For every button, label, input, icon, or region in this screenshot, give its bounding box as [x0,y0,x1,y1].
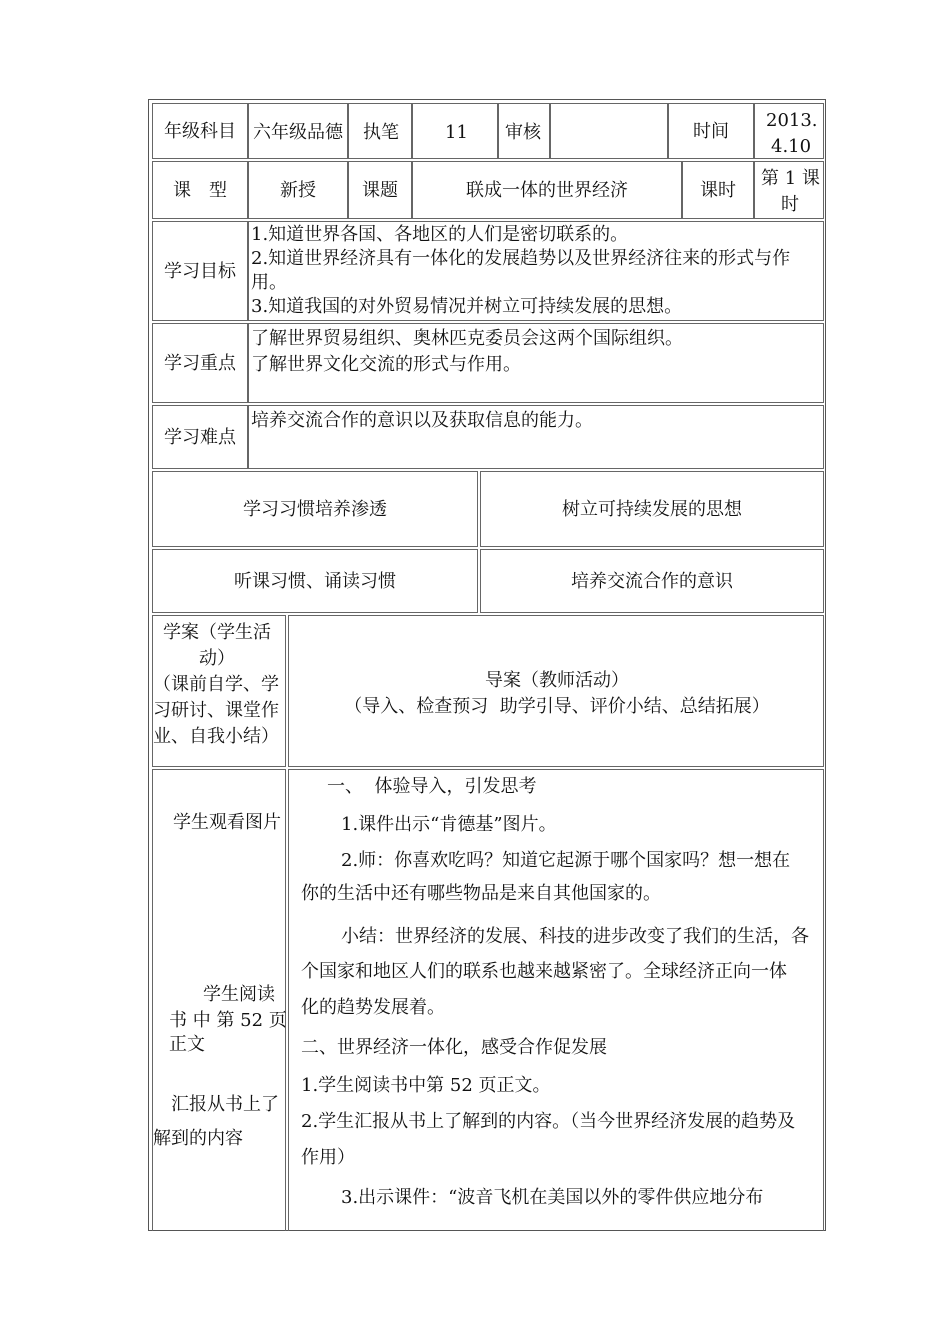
period-label: 课时 [700,179,736,201]
habits-r2c2-cell [480,549,824,613]
objectives-label-cell [152,221,248,321]
teacher-plan-header-cell [288,615,824,767]
teacher-line-3: 2.师：你喜欢吃吗？知道它起源于哪个国家吗？想一想在 [341,850,791,871]
difficulty-1: 培养交流合作的意识以及获取信息的能力。 [251,410,593,431]
topic-value: 联成一体的世界经济 [466,179,628,201]
period-value-line1: 第 1 课 [761,168,820,189]
student-activity-2-line2: 书 中 第 52 页 [169,1010,287,1031]
objective-3: 3.知道我国的对外贸易情况并树立可持续发展的思想。 [251,296,683,317]
habits-r2c2: 培养交流合作的意识 [571,570,733,592]
objective-2: 2.知道世界经济具有一体化的发展趋势以及世界经济往来的形式与作 [251,248,791,269]
lesson-type-value-cell [248,161,348,219]
review-label: 审核 [505,122,541,143]
teacher-activities-cell [288,769,824,1231]
topic-label-cell [348,161,412,219]
teacher-line-12: 3.出示课件：“波音飞机在美国以外的零件供应地分布 [341,1187,764,1208]
writer-value: 11 [445,122,468,143]
difficulties-label: 学习难点 [164,426,236,448]
topic-value-cell [412,161,682,219]
habits-r1c1-cell [152,471,478,547]
student-activities-cell [152,769,286,1231]
writer-value-cell [412,103,498,159]
teacher-line-7: 化的趋势发展着。 [301,997,445,1018]
review-label-cell [498,103,550,159]
teacher-line-1: 一、 体验导入，引发思考 [327,776,537,797]
student-header-line4: 习研讨、课堂作 [153,700,279,721]
grade-subject-value: 六年级品德 [253,122,343,143]
grade-subject-label-cell [152,103,248,159]
lesson-type-value: 新授 [280,179,316,201]
teacher-line-4: 你的生活中还有哪些物品是来自其他国家的。 [301,883,661,904]
writer-label: 执笔 [363,122,399,143]
difficulties-content-cell [248,405,824,469]
student-activity-3-line1: 汇报从书上了 [171,1094,279,1115]
time-value-year: 2013. [766,110,818,131]
objective-2-cont: 用。 [251,272,287,293]
period-label-cell [682,161,754,219]
teacher-line-9: 1.学生阅读书中第 52 页正文。 [301,1075,551,1096]
objectives-label: 学习目标 [164,260,236,282]
habits-r1c2: 树立可持续发展的思想 [562,498,742,520]
student-activity-3-line2: 解到的内容 [153,1128,243,1149]
review-value-cell [550,103,668,159]
student-activity-2-line3: 正文 [169,1034,205,1055]
period-value-cell [754,161,824,219]
teacher-line-5: 小结：世界经济的发展、科技的进步改变了我们的生活，各 [341,926,809,947]
teacher-line-10: 2.学生汇报从书上了解到的内容。（当今世界经济发展的趋势及 [301,1111,796,1132]
habits-r2c1-cell [152,549,478,613]
student-header-line2: 动） [199,648,235,669]
student-activity-2-line1: 学生阅读 [203,984,275,1005]
time-label-cell [668,103,754,159]
student-header-line5: 业、自我小结） [153,726,279,747]
teacher-line-2: 1.课件出示“肯德基”图片。 [341,814,557,835]
habits-r2c1: 听课习惯、诵读习惯 [234,570,396,592]
teacher-line-6: 个国家和地区人们的联系也越来越紧密了。全球经济正向一体 [301,961,787,982]
objectives-content-cell [248,221,824,321]
grade-subject-value-cell [248,103,348,159]
student-header-line3: （课前自学、学 [153,674,279,695]
key-points-label-cell [152,323,248,403]
teacher-line-11: 作用） [301,1147,355,1168]
key-point-1: 了解世界贸易组织、奥林匹克委员会这两个国际组织。 [251,328,683,349]
student-plan-header-cell [152,615,286,767]
topic-label: 课题 [362,179,398,201]
student-activity-1: 学生观看图片 [173,812,281,833]
key-points-content-cell [248,323,824,403]
teacher-header-line2: （导入、检查预习 助学引导、评价小结、总结拓展） [344,696,770,717]
time-value-date: 4.10 [771,136,812,157]
time-value-cell [754,103,824,159]
objective-1: 1.知道世界各国、各地区的人们是密切联系的。 [251,224,629,245]
student-header-line1: 学案（学生活 [163,622,271,643]
writer-label-cell [348,103,412,159]
teacher-line-8: 二、世界经济一体化，感受合作促发展 [301,1037,607,1058]
time-label: 时间 [693,120,729,142]
difficulties-label-cell [152,405,248,469]
teacher-header-line1: 导案（教师活动） [485,670,629,691]
grade-subject-label: 年级科目 [164,120,236,142]
period-value-line2: 时 [781,194,799,215]
habits-r1c2-cell [480,471,824,547]
lesson-type-label: 课 型 [173,179,227,201]
lesson-type-label-cell [152,161,248,219]
habits-r1c1: 学习习惯培养渗透 [243,498,387,520]
key-points-label: 学习重点 [164,352,236,374]
key-point-2: 了解世界文化交流的形式与作用。 [251,354,521,375]
